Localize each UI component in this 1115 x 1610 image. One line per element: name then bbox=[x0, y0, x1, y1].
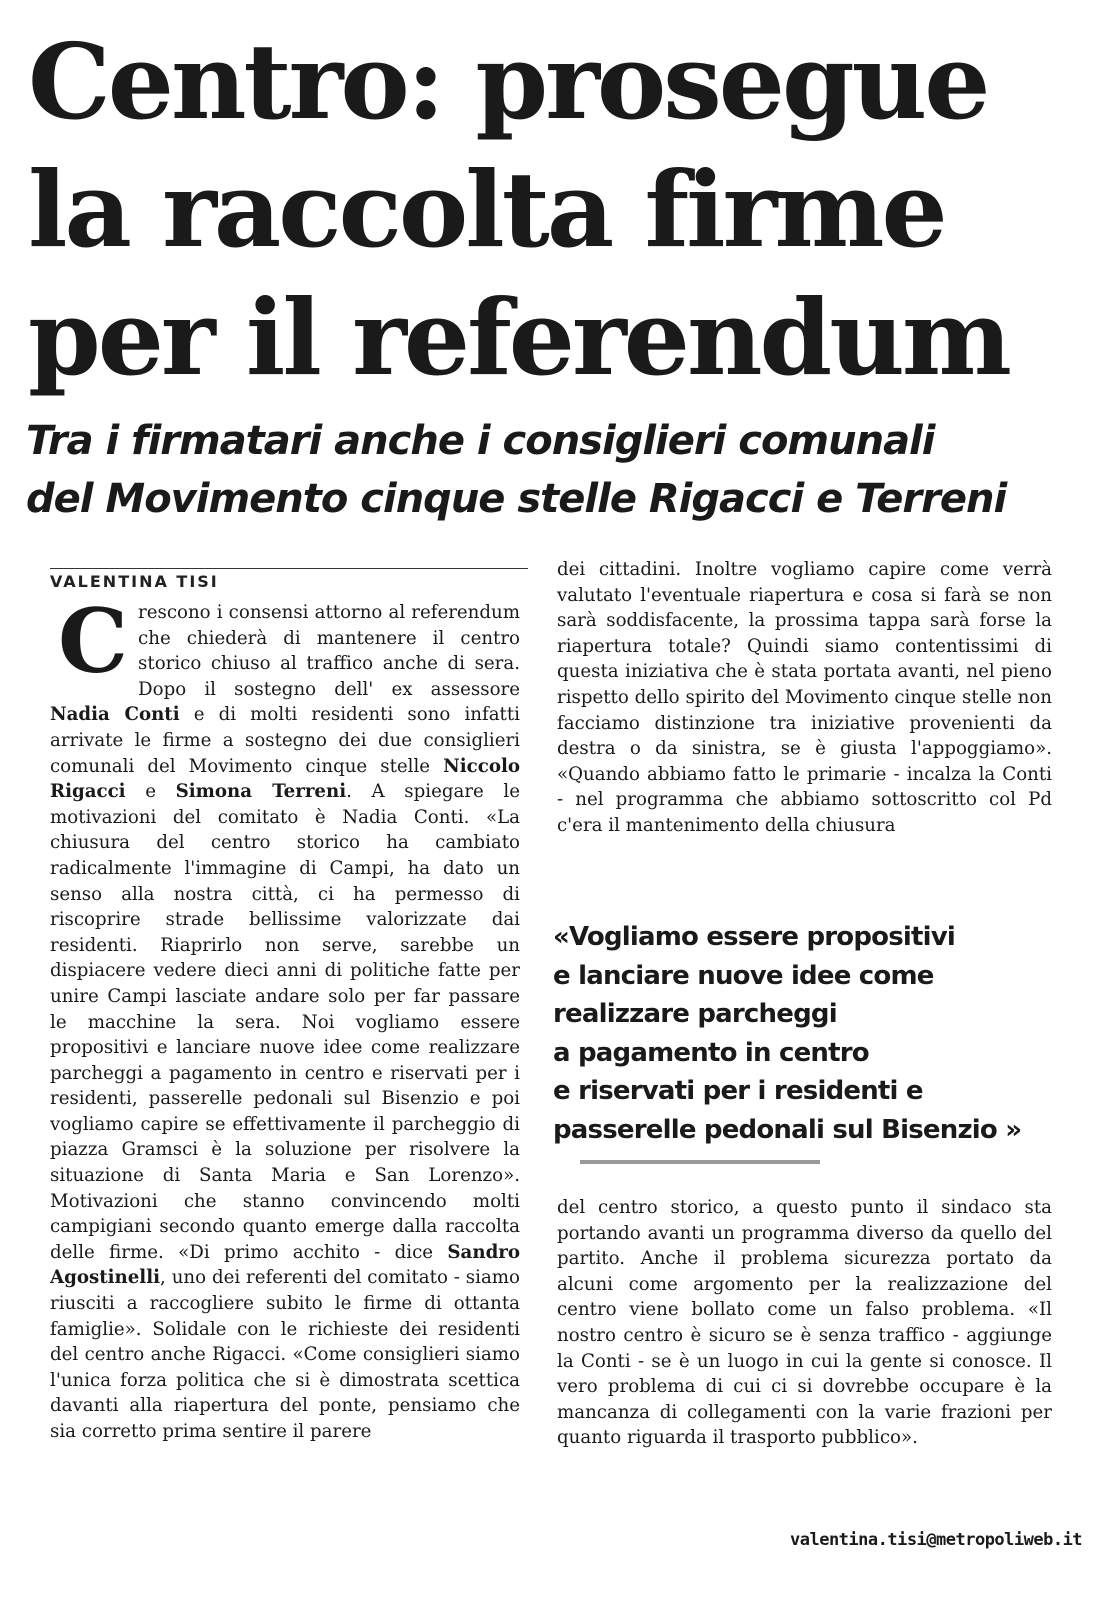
article-column-right-bottom bbox=[557, 1195, 1052, 1525]
pull-quote-divider bbox=[580, 1160, 820, 1164]
person-name: Niccolo Rigacci bbox=[50, 755, 520, 803]
person-name: Simona Terreni bbox=[175, 781, 347, 803]
subheadline bbox=[26, 412, 1096, 528]
pull-quote-line: «Vogliamo essere propositivi bbox=[553, 922, 956, 952]
person-name: Nadia Conti bbox=[50, 704, 180, 726]
article-column-right-top bbox=[557, 557, 1052, 887]
body-text-segment: e di molti residenti sono infatti arrivate le firme a sostegno dei due consiglieri comunali del Movimento cinque stelle bbox=[50, 704, 520, 777]
pull-quote-line: e riservati per i residenti e bbox=[553, 1076, 923, 1106]
pull-quote-line: realizzare parcheggi bbox=[553, 999, 837, 1029]
headline bbox=[28, 18, 1088, 402]
subheadline-line-2: del Movimento cinque stelle Rigacci e Terreni bbox=[26, 476, 1007, 522]
pull-quote bbox=[553, 918, 1063, 1149]
author-email: valentina.tisi@metropoliweb.it bbox=[790, 1530, 1083, 1550]
body-text-segment: e bbox=[125, 781, 176, 803]
article-paragraph-right-bottom: del centro storico, a questo punto il sindaco sta portando avanti un programma diverso da quello del partito. Anche il problema sicurezza portato da alcuni come argomento per la realizzazione del centro viene bollato come un falso problema. «Il nostro centro è sicuro se è senza traffico - aggiunge la Conti - se è un luogo in cui la gente si conosce. Il vero problema di cui ci si dovrebbe occupare è la mancanza di collegamenti con la varie frazioni per quanto riguarda il trasporto pubblico». bbox=[557, 1197, 1052, 1449]
article-column-left bbox=[50, 600, 520, 1580]
headline-line-2: la raccolta firme bbox=[28, 148, 945, 271]
drop-cap: C bbox=[58, 600, 129, 693]
body-text-segment: . A spiegare le motivazioni del comitato è Nadia Conti. «La chiusura del centro storico ha cambiato radicalmente l'immagine di Campi, ha dato un senso alla nostra città, ci ha permesso di riscoprire strade bellissime valorizzate dai residenti. Riaprirlo non serve, sarebbe un dispiacere vedere dieci anni di politiche fatte per unire Campi lasciate andare solo per far passare le macchine la sera. Noi vogliamo essere propositivi e lanciare nuove idee come realizzare parcheggi a pagamento in centro e riservati per i residenti, passerelle pedonali sul Bisenzio e poi vogliamo capire se effettivamente il parcheggio di piazza Gramsci è la soluzione per risolvere la situazione di Santa Maria e San Lorenzo». Motivazioni che stanno convincendo molti campigiani secondo quanto emerge dalla raccolta delle firme. «Di primo acchito - dice bbox=[50, 781, 520, 1263]
article-paragraph-right-top: dei cittadini. Inoltre vogliamo capire come verrà valutato l'eventuale riapertura e cosa si farà se non sarà soddisfacente, la prossima tappa sarà forse la riapertura totale? Quindi siamo contentissimi di questa iniziativa che è stata portata avanti, nel pieno rispetto dello spirito del Movimento cinque stelle non facciamo distinzione tra iniziative provenienti da destra o da sinistra, se è giusta l'appoggiamo». «Quando abbiamo fatto le primarie - incalza la Conti - nel programma che abbiamo sottoscritto col Pd c'era il mantenimento della chiusura bbox=[557, 559, 1052, 836]
body-text-segment: , uno dei referenti del comitato - siamo riusciti a raccogliere subito le firme di ottanta famiglie». Solidale con le richieste dei residenti del centro anche Rigacci. «Come consiglieri siamo l'unica forza politica che si è dimostrata scettica davanti alla riapertura del ponte, pensiamo che sia corretto prima sentire il parere bbox=[50, 1267, 520, 1442]
byline: VALENTINA TISI bbox=[50, 572, 219, 591]
article-paragraph-left bbox=[50, 600, 520, 1445]
byline-divider bbox=[50, 568, 528, 569]
pull-quote-line: passerelle pedonali sul Bisenzio » bbox=[553, 1114, 1022, 1145]
body-text-segment: rescono i consensi attorno al referendum che chiederà di mantenere il centro storico chiuso al traffico anche di sera. Dopo il sostegno dell' ex assessore bbox=[138, 602, 520, 700]
headline-line-1: Centro: prosegue bbox=[28, 20, 988, 143]
pull-quote-line: e lanciare nuove idee come bbox=[553, 960, 934, 991]
person-name: Sandro Agostinelli bbox=[50, 1241, 520, 1289]
headline-line-3: per il referendum bbox=[28, 276, 1009, 399]
pull-quote-line: a pagamento in centro bbox=[553, 1037, 869, 1068]
subheadline-line-1: Tra i firmatari anche i consiglieri comunali bbox=[26, 418, 935, 464]
